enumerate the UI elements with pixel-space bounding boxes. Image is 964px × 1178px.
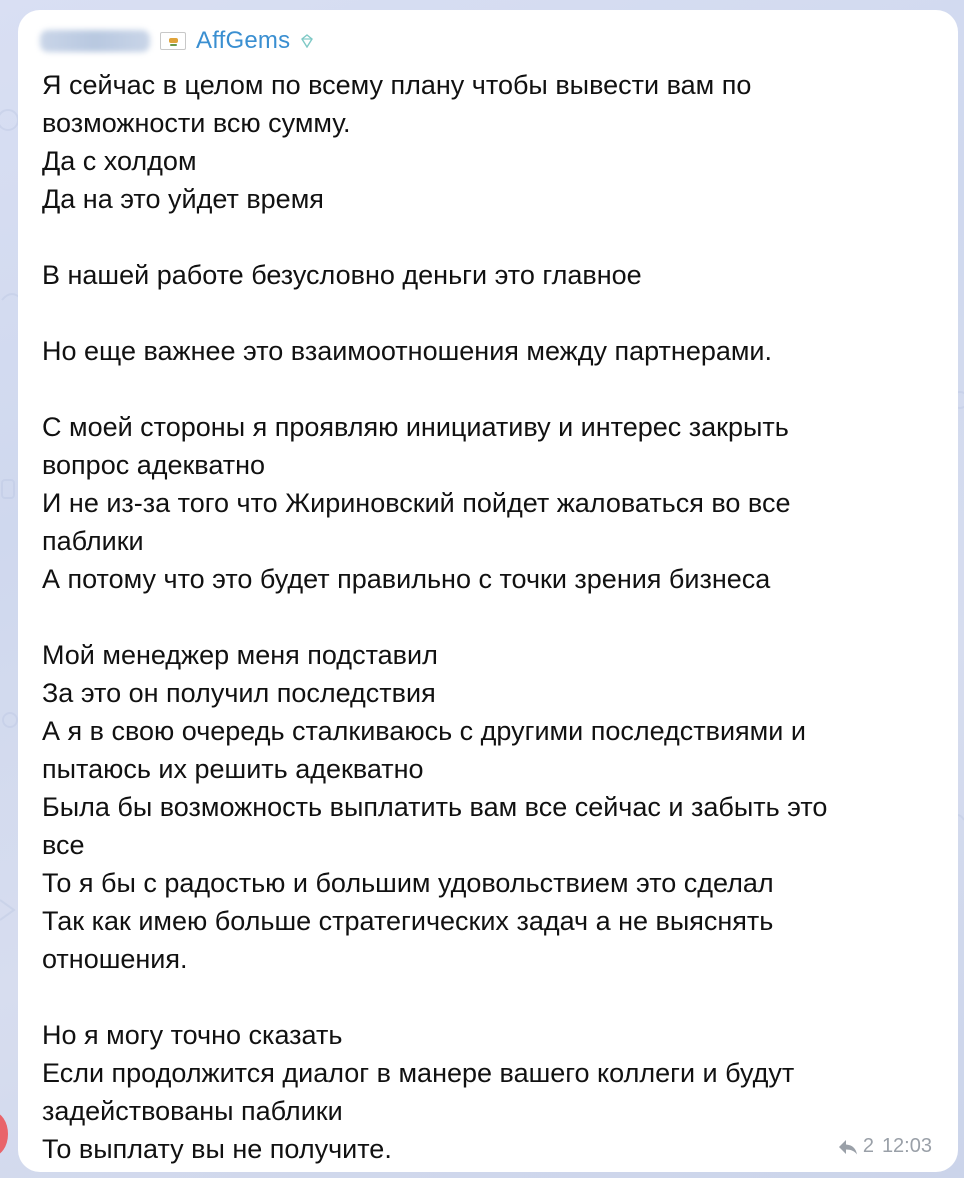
reply-count: 2 [862, 1135, 874, 1157]
message-header [40, 26, 314, 56]
sender-name[interactable]: AffGems [196, 27, 291, 54]
message-time: 12:03 [881, 1135, 932, 1157]
verified-icon [300, 34, 314, 48]
message-meta [837, 1135, 932, 1158]
message-text: Я сейчас в целом по всему плану чтобы вывести вам по возможности всю сумму. Да с холдом Да на это уйдет время В нашей работе безусловно деньги это главное Но еще важнее это взаимоотношения между партнерами. С моей стороны я проявляю инициативу и интерес закрыть вопрос адекватно И не из-за того что Жириновский пойдет жаловаться во все паблики А потому что это будет правильно с точки зрения бизнеса Мой менеджер меня подставил За это он получил последствия А я в свою очередь сталкиваюсь с другими последствиями и пытаюсь их решить адекватно Была бы возможность выплатить вам все сейчас и забыть это все То я бы с радостью и большим удовольствием это сделал Так как имею больше стратегических задач а не выяснять отношения. Но я могу точно сказать Если продолжится диалог в манере вашего коллеги и будут задействованы паблики То выплату вы не получите. [42, 70, 828, 1164]
flag-icon [160, 32, 186, 50]
message-bubble[interactable] [18, 10, 958, 1172]
reply-arrow-icon[interactable] [837, 1138, 859, 1156]
redacted-sender-handle [40, 30, 150, 52]
